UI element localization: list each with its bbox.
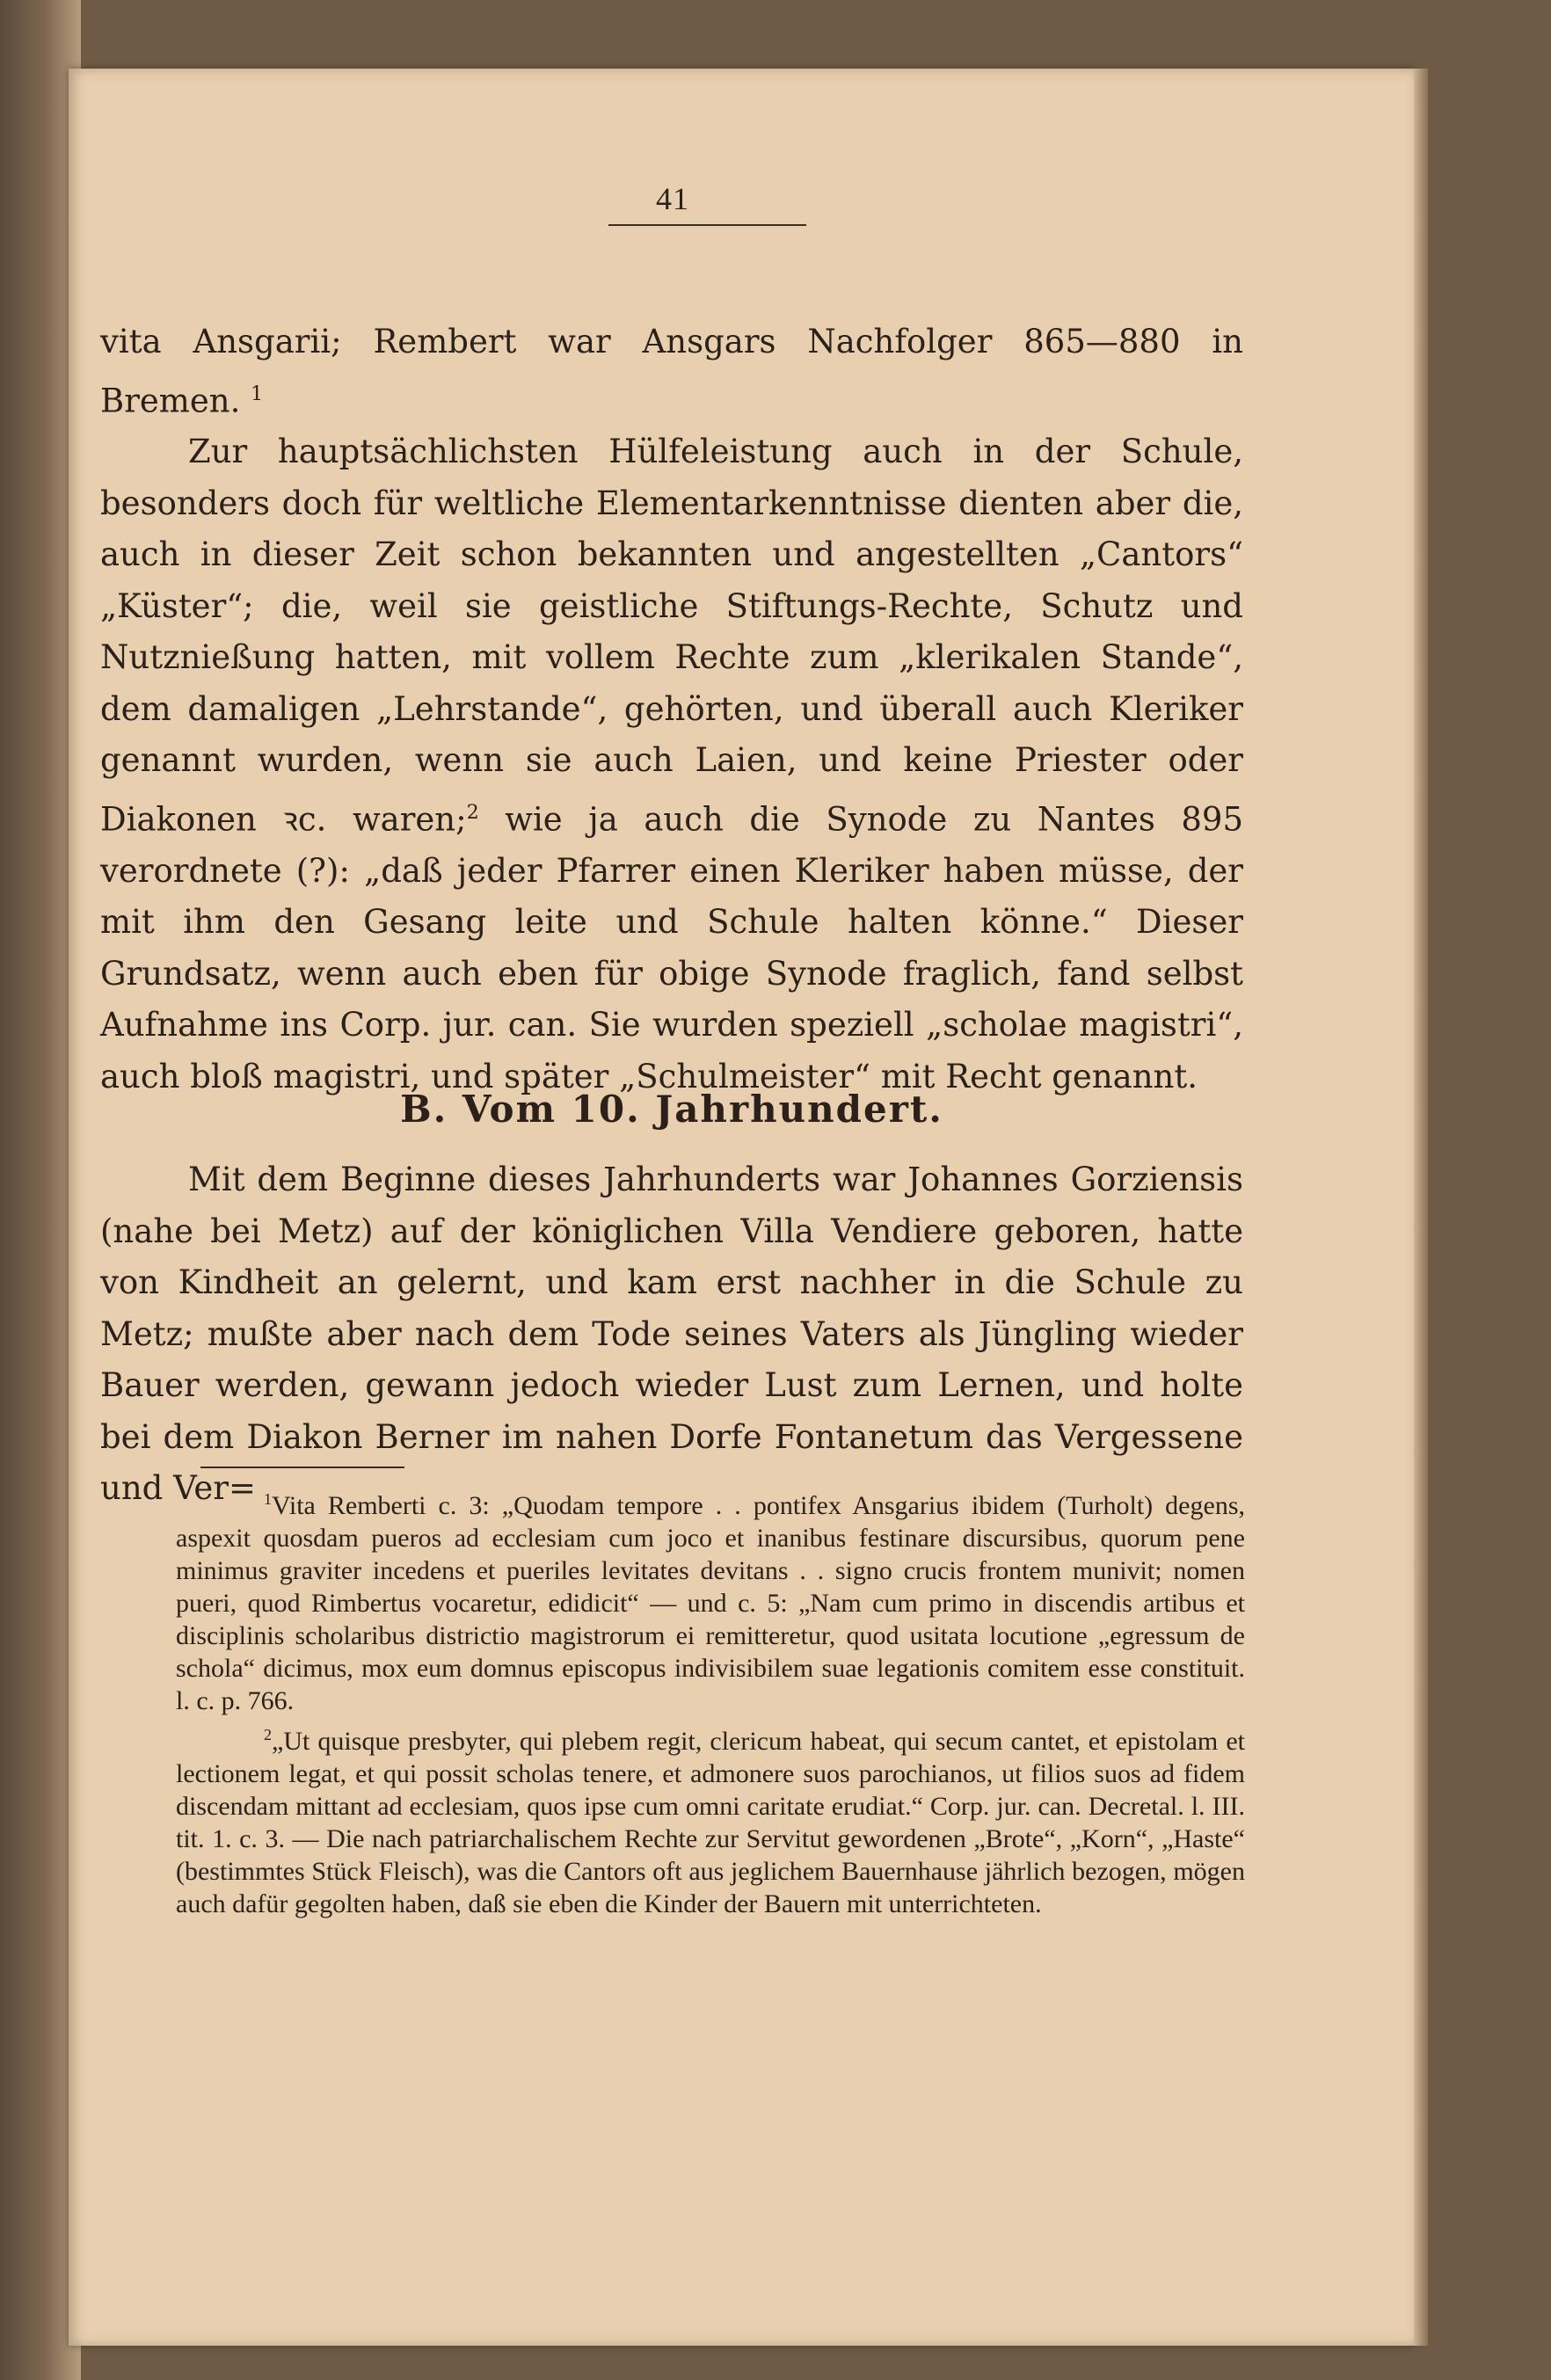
section-heading: B. Vom 10. Jahrhundert. (400, 1088, 943, 1131)
footnote-2 (176, 1719, 1245, 1920)
paragraph-1-text: vita Ansgarii; Rembert war Ansgars Nachfolger 865—880 in Bremen. (100, 323, 1243, 419)
paragraph-2 (100, 426, 1243, 1103)
footnote-separator (200, 1467, 404, 1468)
page-number: 41 (656, 181, 689, 216)
paragraph-2-text-b: wie ja auch die Synode zu Nantes 895 verordnete (?): „daß jeder Pfarrer einen Kleriker haben müsse, der mit ihm den Gesang leite und Schule halten könne.“ Dieser Grundsatz, wenn auch eben für obige Synode fraglich, fand selbst Aufnahme ins Corp. jur. can. Sie wurden speziell „scholae magistri“, auch bloß magistri, und später „Schulmeister“ mit Recht genannt. (100, 800, 1243, 1095)
footnote-2-marker: 2 (264, 1726, 272, 1743)
section-paragraph: Mit dem Beginne dieses Jahrhunderts war Johannes Gorziensis (nahe bei Metz) auf der königlichen Villa Vendiere geboren, hatte von Kindheit an gelernt, und kam erst nachher in die Schule zu Metz; mußte aber nach dem Tode seines Vaters als Jüngling wieder Bauer werden, gewann jedoch wieder Lust zum Lernen, und holte bei dem Diakon Berner im nahen Dorfe Fontanetum das Vergessene und Ver= (100, 1161, 1243, 1507)
section-text-block (100, 1154, 1243, 1515)
footnote-2-text: „Ut quisque presbyter, qui plebem regit, clericum habeat, qui secum cantet, et epistolam et lectionem legat, et qui possit scholas tenere, et admonere suos parochianos, ut filios suos ad fidem discendam mittant ad ecclesiam, quos ipse cum omni caritate erudiat.“ Corp. jur. can. Decretal. l. III. tit. 1. c. 3. — Die nach patriarchalischem Rechte zur Servitut gewordenen „Brote“, „Korn“, „Haste“ (bestimmtes Stück Fleisch), was die Cantors oft aus jeglichem Bauernhause jährlich bezogen, mögen auch dafür gegolten haben, daß sie eben die Kinder der Bauern mit unterrichteten. (176, 1727, 1245, 1918)
page-number-rule (608, 224, 806, 226)
page-right-edge (1414, 69, 1428, 2346)
main-text-block (100, 317, 1243, 1103)
footnotes (176, 1483, 1245, 1922)
footnote-1 (176, 1483, 1245, 1717)
footnote-ref-1: 1 (251, 382, 264, 405)
paragraph-2-text-a: Zur hauptsächlichsten Hülfeleistung auch in der Schule, besonders doch für weltliche Elementarkenntnisse dienten aber die, auch in dieser Zeit schon bekannten und angestellten „Cantors“ „Küster“; die, weil sie geistliche Stiftungs-Rechte, Schutz und Nutznießung hatten, mit vollem Rechte zum „klerikalen Stande“, dem damaligen „Lehrstande“, gehörten, und überall auch Kleriker genannt wurden, wenn sie auch Laien, und keine Priester oder Diakonen ꝛc. waren; (100, 433, 1243, 839)
footnote-1-marker: 1 (264, 1490, 272, 1508)
footnote-ref-2: 2 (466, 800, 479, 824)
footnote-1-text: Vita Remberti c. 3: „Quodam tempore . . pontifex Ansgarius ibidem (Turholt) degens, aspexit quosdam pueros ad ecclesiam cum joco et inanibus festinare discursibus, quorum pene minimus graviter incedens et pueriles levitates devitans . . signo crucis frontem munivit; nomen pueri, quod Rimbertus vocaretur, edidicit“ — und c. 5: „Nam cum primo in discendis artibus et disciplinis scholaribus districtio magistrorum ei remitteretur, quod usitata locutione „egressum de schola“ dicimus, mox eum domnus episcopus indivisibilem suae legationis comitem esse constituit. l. c. p. 766. (176, 1491, 1245, 1715)
paragraph-1 (100, 317, 1243, 426)
